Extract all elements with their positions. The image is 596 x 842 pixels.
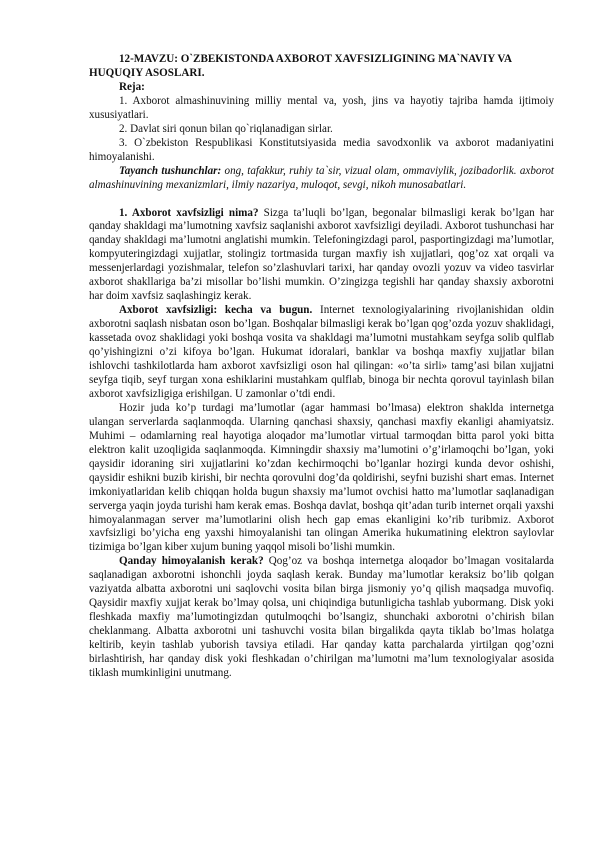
keywords-text: ong, tafakkur, ruhiy ta`sir, vizual olam, ommaviylik, jozibadorlik. axborot almashinuvining mexanizmlari, ilmiy nazariya, muloqot, sevgi, nikoh munosabatlari.: [89, 164, 554, 191]
section-text-1: Sizga ta’luqli bo’lgan, begonalar bilmasligi kerak bo’lgan har qanday shakldagi ma’lumotning xavfsiz saqlanishi axborot xavfsizligi deyiladi. Axborot tushunchasi har qanday shakldagi ma’lumotni anglatishi mumkin. Telefoningizdagi parol, pasportingizdagi ma’lumotlar, kompyuteringizdagi xujjatlar, stolingiz tortmasida turgan maxfiy ish xujjatlari, qog’oz xat orqali va messenjerlardagi yozishmalar, telefon so’zlashuvlari tarixi, har qanday ovozli yozuv va video tasvirlar axborot shakllariga ba’zi misollar bo’lishi mumkin. O’zingizga tegishli har qanday shaxsiy axborotni har doim xavfsiz saqlashingiz kerak.: [89, 206, 554, 303]
section-heading-1: 1. Axborot xavfsizligi nima?: [119, 206, 259, 219]
section-paragraph-1: [89, 207, 554, 305]
section-heading-4: Qanday himoyalanish kerak?: [119, 555, 264, 568]
plan-label: Reja:: [119, 80, 145, 93]
plan-item-3: 3. O`zbekiston Respublikasi Konstitutsiyasida media savodxonlik va axborot madaniyatini himoyalanishi.: [89, 136, 554, 163]
section-text-2: Internet texnologiyalarining rivojlanishidan oldin axborotni saqlash nisbatan oson bo’lgan. Boshqalar bilmasligi kerak bo’lgan qog’ozda yozuv shaklidagi, kassetada ovoz shaklidagi yoki boshqa vosita va shakldagi ma’lumotni mustahkam seyfga solib qulflab qo’yishingizni o’zi kifoya bo’lgan. Hukumat idoralari, banklar va boshqa maxfiy xujjatlar bilan ishlovchi tashkilotlarda ham axborot xavfsizligi oson hal qilingan: «o’ta sirli» tamg’asi bilan xujjatni seyfga tiqib, seyf turgan xona eshiklarini mustahkam qulflab, binoga bir nechta qorovul tayinlash bilan axborot xavfsizligiga erishilgan. U zamonlar o’tdi endi.: [89, 304, 555, 400]
page-title: 12-MAVZU: O`ZBEKISTONDA AXBOROT XAVFSIZLIGINING MA`NAVIY VA HUQUQIY ASOSLARI.: [89, 53, 512, 79]
section-heading-2: Axborot xavfsizligi: kecha va bugun.: [119, 304, 313, 317]
section-text-4: Qog’oz va boshqa internetga aloqador bo’lmagan vositalarda saqlanadigan axborotni ishonchli joyda saqlash kerak. Bunday ma’lumotlar keraksiz bo’lib qolgan vaziyatda albatta axborotni uni saqlovchi vosita bilan birga jismoniy yo’q qilish maqsadga muvofiq. Qaysidir maxfiy xujjat kerak bo’lmay qolsa, uni chiqindiga butunligicha tashlab yubormang. Disk yoki fleshkada maxfiy ma’lumotingizdan qutulmoqchi bo’lsangiz, shunchaki axborotni o’chirish bilan cheklanmang. Albatta axborotni uni tashuvchi vosita bilan birgalikda qayta tiklab bo’lmas holatga keltirib, keyin tashlab yuborish tavsiya etiladi. Har qanday katta parchalarda yirtilgan qog’ozni birlashtirish, har qanday disk yoki fleshkadan o’chirilgan ma’lumotni ma’lum texnologiyalar asosida tiklash mumkinligini unutmang.: [89, 555, 554, 679]
plan-item-1: 1. Axborot almashinuvining milliy mental va, yosh, jins va hayotiy tajriba hamda ijtimoiy xususiyatlari.: [89, 94, 554, 121]
keywords-label: Tayanch tushunchlar:: [119, 164, 222, 177]
section-paragraph-4: [89, 555, 554, 681]
keywords-paragraph: [89, 165, 554, 193]
section-text-3: Hozir juda ko’p turdagi ma’lumotlar (agar hammasi bo’lmasa) elektron shaklda internetga ulangan serverlarda saqlanmoqda. Ularning qanchasi shaxsiy, qanchasi maxfiy ekanligi ahamiyatsiz. Muhimi – odamlarning real hayotiga aloqador ma’lumotlar virtual tarmoqdan bitta parol yoki bitta elektron kalit uzoqligida saqlanmoqda. Kimningdir shaxsiy ma’lumotini o’g’irlamoqchi bo’lgan, yoki qaysidir idoraning siri xujjatlarini ko’zdan kechirmoqchi bo’lganlar hozirgi kunda devor oshishi, qaysidir eshikni buzib kirishi, bir nechta qorovulni dog’da qoldirishi, seyfni buzishi shart emas. Internet imkoniyatlaridan kelib chiqqan holda bugun shaxsiy ma’lumot ovchisi hatto ma’lumotlar saqlanadigan serverga yaqin joyda turishi ham kerak emas. Boshqa davlat, boshqa qit’adan turib internet orqali yaxshi himoyalanmagan server ma’lumotlarini olish hech gap emas ekanligini ko’rib turibmiz. Axborot xavfsizligi bo’yicha eng yaxshi himoyalanishi tan olingan Amerika hukumatining elektron saylovlar tizimiga bo’lgan kiber xujum buning yaqqol misoli bo’lishi mumkin.: [89, 401, 554, 554]
section-paragraph-2: [89, 304, 554, 402]
plan-item-2: 2. Davlat siri qonun bilan qo`riqlanadigan sirlar.: [119, 122, 333, 135]
section-paragraph-3: [89, 402, 554, 555]
spacer: [89, 193, 554, 207]
